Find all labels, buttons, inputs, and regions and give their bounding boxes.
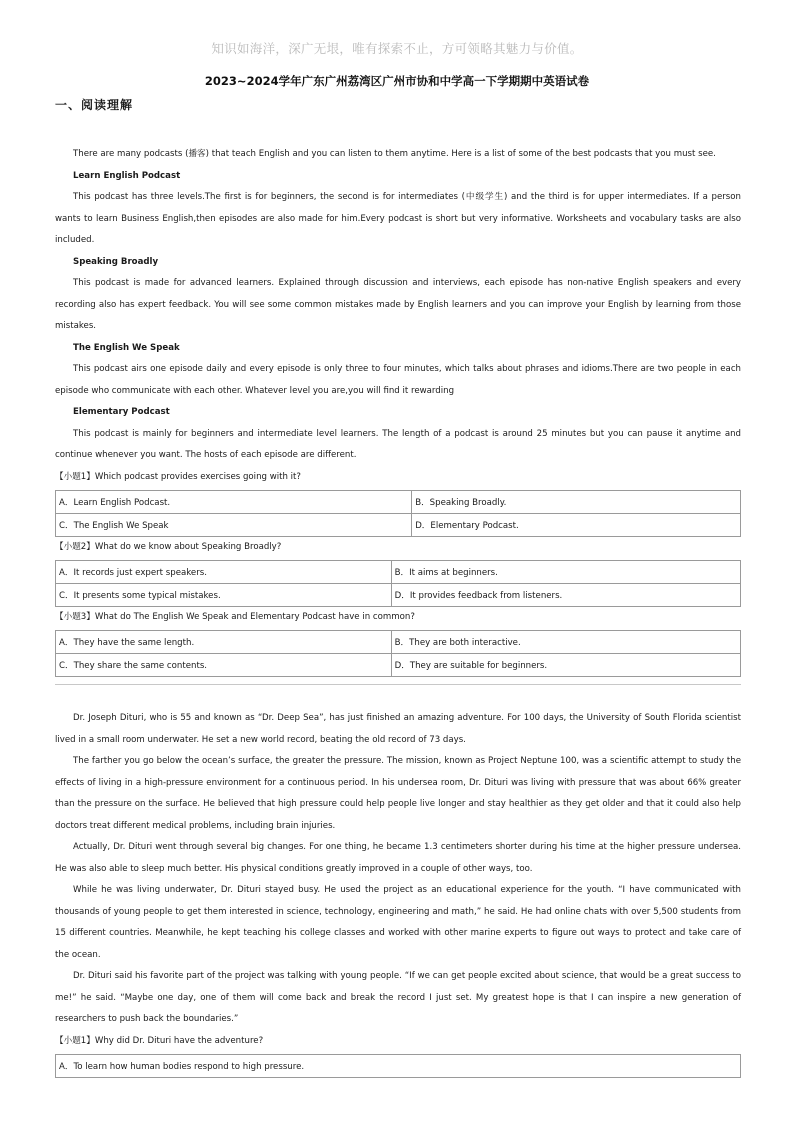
option-b[interactable]: B．It aims at beginners.	[391, 560, 740, 583]
passage-divider	[55, 684, 741, 685]
passage-2-paragraph: Dr. Dituri said his favorite part of the project was talking with young people. “If we can get people excited about science, that would be a great success to me!” he said. “Maybe one day, one of them will come back and break the record I just set. My greatest hope is that I can inspire a new generation of researchers to push back the boundaries.”	[55, 971, 741, 1024]
exam-title: 2023~2024学年广东广州荔湾区广州市协和中学高一下学期期中英语试卷	[204, 74, 590, 88]
option-c[interactable]: C．The English We Speak	[56, 513, 412, 536]
passage-2-paragraph: Dr. Joseph Dituri, who is 55 and known as “Dr. Deep Sea”, has just finished an amazing adventure. For 100 days, the University of South Florida scientist lived in a small room underwater. He set a new world record, beating the old record of 73 days.	[55, 713, 741, 745]
podcast-description: This podcast airs one episode daily and every episode is only three to four minutes, which talks about phrases and idioms.There are two people in each episode who communicate with each other. Whatever level you are,you will find it rewarding	[55, 364, 741, 396]
podcast-description: This podcast is mainly for beginners and intermediate level learners. The length of a podcast is around 25 minutes but you can pause it anytime and continue whenever you want. The hosts of each episode are different.	[55, 428, 741, 460]
option-d[interactable]: D．It provides feedback from listeners.	[391, 583, 740, 606]
question-label: 【小题1】Which podcast provides exercises going with it?	[55, 471, 301, 482]
question-3-options	[55, 630, 741, 677]
question-label: 【小题1】Why did Dr. Dituri have the adventure?	[55, 1035, 264, 1046]
podcast-description: This podcast is made for advanced learners. Explained through discussion and interviews, each episode has non-native English speakers and every recording also has expert feedback. You will see some common mistakes made by English learners and you can improve your English by learning from those mistakes.	[55, 278, 741, 331]
podcast-heading: The English We Speak	[73, 342, 180, 353]
passage-2-paragraph: The farther you go below the ocean’s surface, the greater the pressure. The mission, known as Project Neptune 100, was a scientific attempt to study the effects of living in a high-pressure environment for a continuous period. In his undersea room, Dr. Dituri was living with pressure that was about 66% greater than the pressure on the surface. He believed that high pressure could help people live longer and stay healthier as they get older and that it could also help doctors treat different medical problems, including brain injuries.	[55, 756, 741, 831]
podcast-heading: Speaking Broadly	[73, 256, 159, 267]
passage-2-question-1-options	[55, 1054, 741, 1078]
question-2-options	[55, 560, 741, 607]
option-d[interactable]: D．They are suitable for beginners.	[391, 653, 740, 676]
question-label: 【小题3】What do The English We Speak and Elementary Podcast have in common?	[55, 611, 415, 622]
option-a[interactable]: A．To learn how human bodies respond to high pressure.	[56, 1054, 741, 1077]
option-c[interactable]: C．It presents some typical mistakes.	[56, 583, 392, 606]
podcast-heading: Learn English Podcast	[73, 170, 181, 181]
podcast-heading: Elementary Podcast	[73, 407, 170, 417]
question-1-options	[55, 490, 741, 537]
question-label: 【小题2】What do we know about Speaking Broadly?	[55, 541, 282, 552]
option-c[interactable]: C．They share the same contents.	[56, 653, 392, 676]
passage-1	[55, 144, 741, 677]
section-heading: 一、阅读理解	[55, 98, 134, 112]
watermark: 知识如海洋，深广无垠，唯有探索不止，方可领略其魅力与价值。	[211, 41, 583, 56]
passage-1-intro: There are many podcasts (播客) that teach English and you can listen to them anytime. Here is a list of some of the best podcasts that you must see.	[73, 149, 716, 159]
passage-2-paragraph: While he was living underwater, Dr. Dituri stayed busy. He used the project as an educational experience for the youth. “I have communicated with thousands of young people to get them interested in science, technology, engineering and math,” he said. He had online chats with over 5,500 students from 15 different countries. Meanwhile, he kept teaching his college classes and worked with other marine experts to figure out ways to protect and take care of the ocean.	[55, 885, 741, 960]
option-b[interactable]: B．Speaking Broadly.	[412, 490, 741, 513]
option-d[interactable]: D．Elementary Podcast.	[412, 513, 741, 536]
option-a[interactable]: A．It records just expert speakers.	[56, 560, 392, 583]
option-b[interactable]: B．They are both interactive.	[391, 630, 740, 653]
option-a[interactable]: A．Learn English Podcast.	[56, 490, 412, 513]
podcast-description: This podcast has three levels.The first is for beginners, the second is for intermediates (中级学生) and the third is for upper intermediates. If a person wants to learn Business English,then episodes are also made for him.Every podcast is short but very informative. Worksheets and vocabulary tasks are also included.	[55, 192, 741, 245]
passage-2-paragraph: Actually, Dr. Dituri went through several big changes. For one thing, he became 1.3 centimeters shorter during his time at the higher pressure undersea. He was also able to sleep much better. His physical conditions greatly improved in a couple of other ways, too.	[55, 842, 741, 874]
passage-2	[55, 708, 741, 1078]
option-a[interactable]: A．They have the same length.	[56, 630, 392, 653]
